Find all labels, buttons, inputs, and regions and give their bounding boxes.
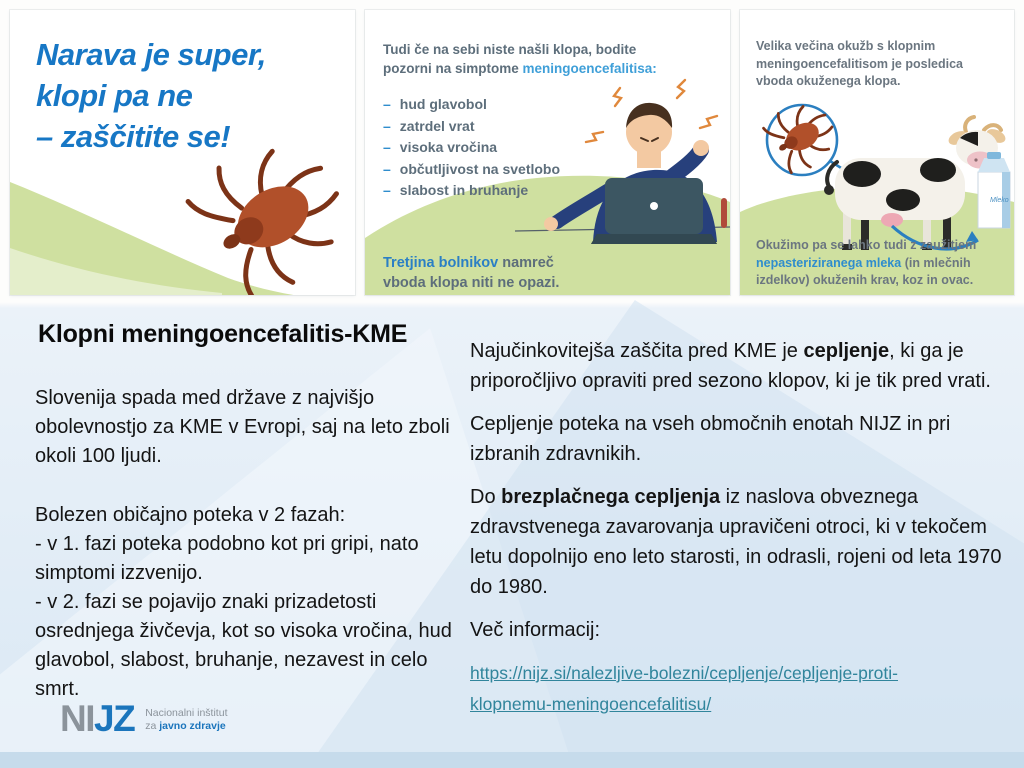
bullet-dash: – xyxy=(383,96,391,112)
footer-highlight: Tretjina bolnikov xyxy=(383,255,499,271)
phases-line2: - v 1. fazi poteka podobno kot pri gripi, nato simptomi izzvenijo. xyxy=(35,533,419,584)
text-segment: Do xyxy=(470,486,502,508)
symptom-label: občutljivost na svetlobo xyxy=(399,160,561,177)
nijz-logo xyxy=(60,700,227,737)
poster-panel-milk xyxy=(740,10,1014,295)
paragraph-vaccination xyxy=(470,336,1024,396)
caption-rest: (in mlečnih izdelkov) okuženih krav, koz in ovac. xyxy=(756,255,974,287)
symptom-item xyxy=(383,180,560,202)
logo-letters-ni: NI xyxy=(60,698,94,739)
bullet-dash: – xyxy=(383,117,391,134)
symptoms-intro xyxy=(383,40,657,78)
more-info-label: Več informacij: xyxy=(470,619,601,641)
intro-line: Velika večina okužb s klopnim xyxy=(756,39,936,53)
paragraph-phases xyxy=(35,501,473,704)
symptom-item xyxy=(383,116,560,138)
paragraph-locations: Cepljenje poteka na vseh območnih enotah NIJZ in pri izbranih zdravnikih. xyxy=(470,413,951,465)
poster-title-line: Narava je super, xyxy=(36,37,266,72)
nijz-logo-text xyxy=(145,707,227,733)
left-column xyxy=(35,384,473,734)
phases-line3: - v 2. fazi se pojavijo znaki prizadetosti osrednjega živčevja, kot so visoka vročina, hud glavobol, slabost, bruhanje, nezavest in celo smrt. xyxy=(35,591,452,700)
symptoms-footer xyxy=(383,253,559,293)
intro-highlight: meningoencefalitisa: xyxy=(522,61,657,76)
bullet-dash: – xyxy=(383,160,391,177)
caption-highlight: nepasteriziranega mleka xyxy=(756,255,902,270)
milk-panel-intro xyxy=(756,38,1008,91)
text-segment: Najučinkovitejša zaščita pred KME je xyxy=(470,340,804,362)
logo-line2-prefix: za xyxy=(145,720,160,732)
logo-letters-jz: JZ xyxy=(94,698,135,739)
intro-line2: pozorni na simptome xyxy=(383,61,523,76)
poster-title-line: klopi pa ne xyxy=(36,78,193,113)
logo-line1: Nacionalni inštitut xyxy=(145,707,228,719)
milk-label: Mleko xyxy=(990,197,1009,204)
nijz-link[interactable] xyxy=(470,658,1024,720)
symptoms-list xyxy=(383,94,560,202)
paragraph-free-vaccination xyxy=(470,482,1024,602)
symptom-item xyxy=(383,137,560,159)
symptom-item xyxy=(383,94,560,116)
symptom-label: hud glavobol xyxy=(399,96,487,112)
poster-panel-symptoms xyxy=(365,10,730,295)
symptom-label: visoka vročina xyxy=(399,139,498,155)
right-column xyxy=(470,336,1024,720)
symptom-item xyxy=(383,159,560,181)
text-segment: , ki ga je priporočljivo opraviti pred sezono klopov, ki je tik pred vrati. xyxy=(470,340,991,392)
bottom-accent-strip xyxy=(0,752,1024,768)
text-segment-bold: cepljenje xyxy=(803,340,890,362)
poster-panel-nature xyxy=(10,10,355,295)
caption-prefix: Okužimo pa se lahko tudi z zaužitjem xyxy=(756,238,977,252)
intro-line: vboda okuženega klopa. xyxy=(756,74,901,88)
milk-carton-icon xyxy=(978,152,1010,228)
symptom-label: slabost in bruhanje xyxy=(399,182,529,198)
poster-title-line: – zaščitite se! xyxy=(36,119,231,154)
footer-line2: vboda klopa niti ne opazi. xyxy=(383,275,560,291)
phases-line1: Bolezen običajno poteka v 2 fazah: xyxy=(35,504,346,526)
bullet-dash: – xyxy=(383,182,391,198)
page-title: Klopni meningoencefalitis-KME xyxy=(38,320,408,348)
link-line2[interactable]: klopnemu-meningoencefalitisu/ xyxy=(470,694,712,714)
symptom-label: zatrdel vrat xyxy=(399,117,475,134)
bullet-dash: – xyxy=(383,139,391,155)
footer-rest: namreč xyxy=(498,255,554,271)
paragraph-incidence: Slovenija spada med države z najvišjo obolevnostjo za KME v Evropi, saj na leto zboli okoli 100 ljudi. xyxy=(35,387,450,467)
intro-line1: Tudi če na sebi niste našli klopa, bodite xyxy=(383,42,637,57)
intro-line: meningoencefalitisom je posledica xyxy=(756,56,964,71)
poster-title xyxy=(36,34,266,157)
nijz-logo-wordmark xyxy=(60,700,134,737)
text-segment: iz naslova obveznega zdravstvenega zavarovanja upravičeni otroci, ki v tekočem letu dopolnijo eno leto starosti, in odrasli, rojeni od leta 1970 do 1980. xyxy=(470,486,1002,598)
link-line1[interactable]: https://nijz.si/nalezljive-bolezni/cepljenje/cepljenje-proti- xyxy=(470,663,898,683)
logo-line2-bold: javno zdravje xyxy=(159,720,226,732)
milk-panel-caption xyxy=(756,237,1008,290)
text-segment-bold: brezplačnega cepljenja xyxy=(501,486,721,508)
